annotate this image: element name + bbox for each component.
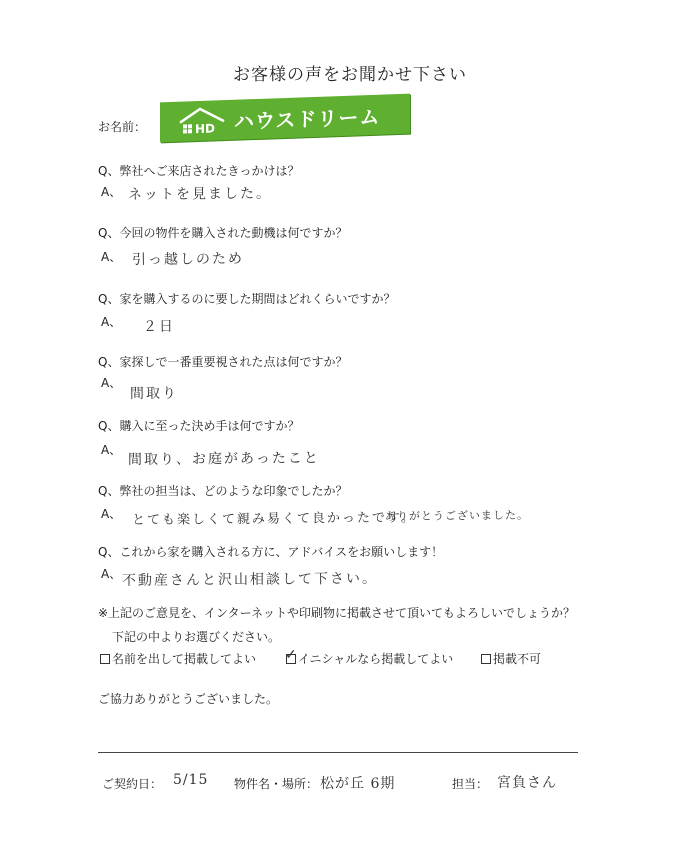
option-not-allowed-label: 掲載不可 (493, 652, 542, 666)
property-value: 松が丘 6期 (320, 776, 396, 792)
contract-date-value: 5/15 (173, 772, 209, 788)
answer-label-6: A、 (101, 507, 122, 521)
check-mark-icon: ✓ (285, 646, 297, 663)
option-name-ok-label: 名前を出して掲載してよい (112, 652, 257, 666)
thanks-message: ご協力ありがとうございました。 (98, 692, 279, 706)
question-7: Q、これから家を購入される方に、アドバイスをお願いします！ (98, 545, 444, 559)
answer-6-extra: ありがとうございました。 (384, 508, 530, 523)
staff-value: 宮負さん (497, 775, 557, 791)
option-initials-ok[interactable] (285, 646, 454, 667)
answer-label-1: A、 (101, 185, 122, 199)
footer-divider (98, 752, 578, 753)
page-title: お客様の声をお聞かせ下さい (233, 65, 467, 85)
consent-instruction: 下記の中よりお選びください。 (112, 630, 281, 644)
answer-label-2: A、 (101, 250, 122, 264)
question-5: Q、購入に至った決め手は何ですか？ (98, 419, 300, 433)
answer-label-3: A、 (101, 315, 122, 329)
answer-label-4: A、 (101, 376, 122, 390)
question-6: Q、弊社の担当は、どのような印象でしたか？ (98, 484, 348, 498)
answer-1: ネットを見ました。 (127, 185, 273, 203)
logo-mark-text: HD (195, 121, 216, 137)
option-initials-ok-label: イニシャルなら掲載してよい (298, 652, 454, 666)
question-3: Q、家を購入するのに要した期間はどれくらいですか？ (98, 292, 396, 306)
answer-6: とても楽しくて親み易くて良かったです。 (131, 510, 417, 528)
consent-note: ※上記のご意見を、インターネットや印刷物に掲載させて頂いてもよろしいでしょうか？ (98, 606, 575, 620)
answer-label-7: A、 (101, 567, 122, 581)
question-4: Q、家探しで一番重要視された点は何ですか？ (98, 355, 348, 369)
question-1: Q、弊社へご来店されたきっかけは？ (98, 164, 300, 178)
answer-4: 間取り (129, 385, 179, 402)
answer-5: 間取り、お庭があったこと (127, 450, 320, 468)
checkbox-name-ok[interactable] (100, 654, 110, 664)
answer-2: 引っ越しのため (131, 251, 245, 268)
property-label: 物件名・場所： (234, 777, 319, 791)
logo-text: ハウスドリーム (234, 104, 381, 134)
answer-label-5: A、 (101, 443, 122, 457)
company-logo (160, 94, 410, 143)
staff-label: 担当： (452, 777, 489, 791)
answer-7: 不動産さんと沢山相談して下さい。 (121, 570, 379, 589)
checkbox-not-allowed[interactable] (481, 654, 491, 664)
checkbox-initials-ok[interactable] (285, 646, 297, 664)
option-name-ok[interactable] (100, 650, 256, 667)
answer-3: ２日 (142, 318, 176, 335)
option-not-allowed[interactable] (481, 650, 541, 667)
question-2: Q、今回の物件を購入された動機は何ですか？ (98, 226, 348, 240)
house-logo-icon (178, 105, 230, 137)
name-label: お名前： (98, 120, 147, 134)
contract-date-label: ご契約日： (102, 777, 163, 791)
